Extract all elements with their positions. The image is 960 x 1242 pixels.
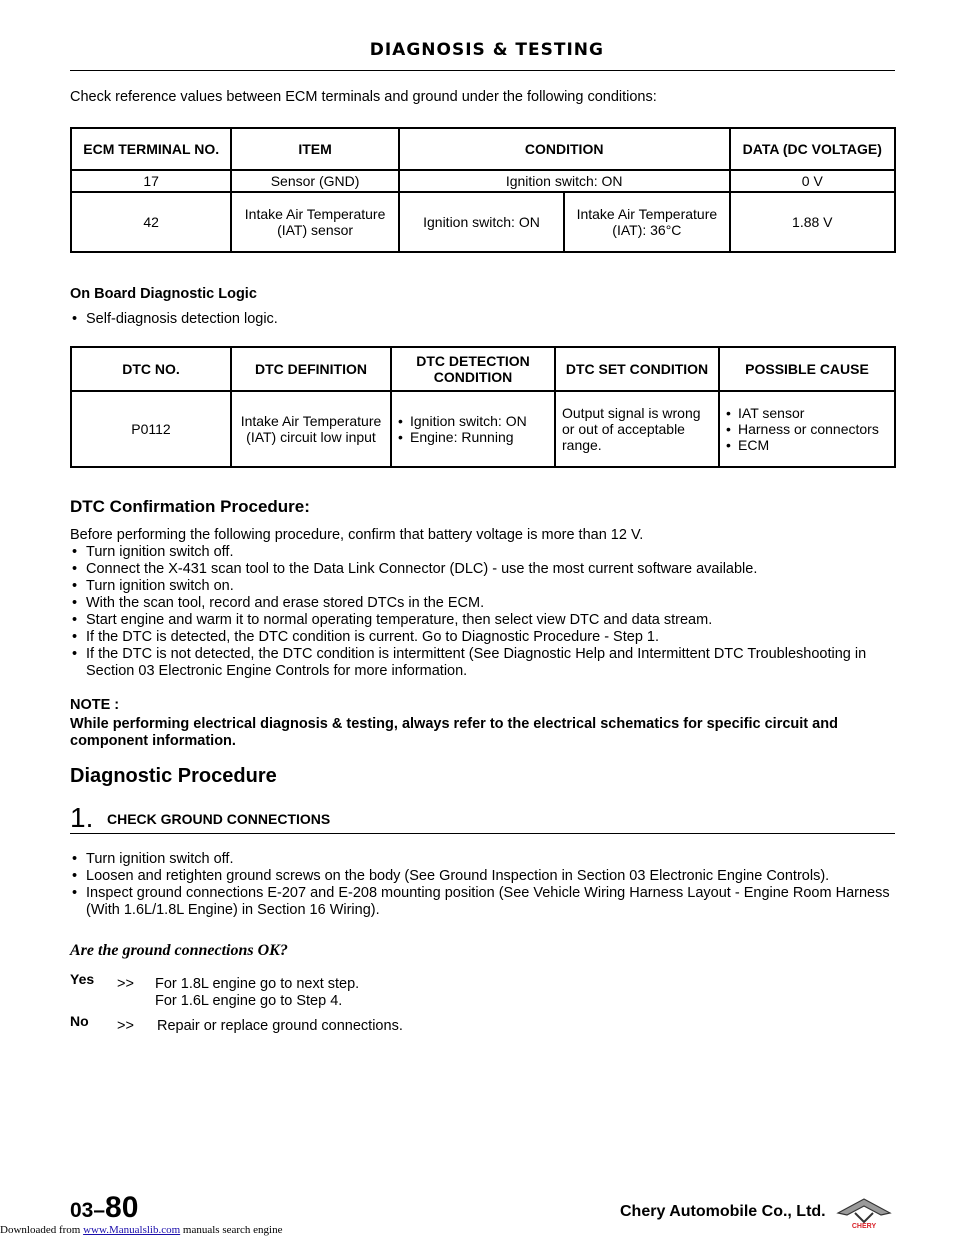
detection-item: • Ignition switch: ON	[398, 413, 548, 429]
step-rule	[70, 833, 895, 834]
col-header-possible-cause: POSSIBLE CAUSE	[719, 347, 895, 391]
list-item: • Turn ignition switch off.	[70, 544, 896, 561]
cell-data: 0 V	[730, 170, 895, 192]
no-text: Repair or replace ground connections.	[157, 1018, 403, 1034]
cell-terminal: 42	[71, 192, 231, 252]
cell-item: Sensor (GND)	[231, 170, 398, 192]
download-suffix: manuals search engine	[180, 1224, 283, 1236]
download-prefix: Downloaded from	[0, 1224, 84, 1236]
list-item: • If the DTC is not detected, the DTC condition is intermittent (See Diagnostic Help and Intermittent DTC Troubleshooting in Section 03 Electronic Engine Controls for more information.	[70, 646, 896, 680]
page-prefix: 03–	[70, 1199, 106, 1222]
manualslib-link[interactable]: www.Manualslib.com	[83, 1224, 181, 1236]
logo-text: CHERY	[851, 1223, 877, 1230]
company-name: Chery Automobile Co., Ltd.	[620, 1203, 826, 1220]
dtc-table	[70, 346, 896, 468]
cell-condition: Ignition switch: ON	[399, 170, 730, 192]
yes-line-1: For 1.8L engine go to next step.	[155, 976, 360, 992]
col-header-dtc-no: DTC NO.	[71, 347, 231, 391]
col-header-item: ITEM	[231, 128, 398, 170]
step-number: 1.	[70, 802, 94, 833]
page-header-title: DIAGNOSIS & TESTING	[369, 40, 604, 60]
list-item: • Start engine and warm it to normal operating temperature, then select view DTC and data stream.	[70, 612, 896, 629]
cell-item: Intake Air Temperature (IAT) sensor	[231, 192, 398, 252]
col-header-definition: DTC DEFINITION	[231, 347, 391, 391]
cause-item: • ECM	[726, 437, 888, 453]
cause-item: • IAT sensor	[726, 405, 888, 421]
page-number-value: 80	[105, 1191, 139, 1224]
list-item: • Turn ignition switch off.	[70, 851, 896, 868]
step-items	[70, 851, 896, 919]
note-label: NOTE :	[70, 697, 120, 713]
cell-detection	[391, 391, 555, 467]
list-item: • Inspect ground connections E-207 and E-208 mounting position (See Vehicle Wiring Harness Layout - Engine Room Harness (With 1.6L/1.8L Engine) in Section 16 Wiring).	[70, 885, 896, 919]
download-line	[0, 1224, 282, 1236]
confirmation-intro: Before performing the following procedure, confirm that battery voltage is more than 12 V.	[70, 527, 644, 543]
cell-set-condition: Output signal is wrong or out of acceptable range.	[555, 391, 719, 467]
no-label: No	[70, 1013, 89, 1029]
diagnostic-procedure-title: Diagnostic Procedure	[70, 765, 277, 787]
cell-terminal: 17	[71, 170, 231, 192]
confirmation-steps	[70, 544, 896, 680]
col-header-data: DATA (DC VOLTAGE)	[730, 128, 895, 170]
col-header-condition: CONDITION	[399, 128, 730, 170]
cell-data: 1.88 V	[730, 192, 895, 252]
table-row	[71, 170, 895, 192]
obd-bullet-text: Self-diagnosis detection logic.	[86, 311, 278, 327]
yes-label: Yes	[70, 971, 95, 987]
obd-title: On Board Diagnostic Logic	[70, 286, 257, 302]
question-text: Are the ground connections OK?	[70, 942, 288, 959]
table-row	[71, 192, 895, 252]
chery-logo	[833, 1196, 895, 1230]
list-item: • With the scan tool, record and erase stored DTCs in the ECM.	[70, 595, 896, 612]
col-header-detection: DTC DETECTION CONDITION	[391, 347, 555, 391]
cell-possible-cause	[719, 391, 895, 467]
cell-condition-b: Intake Air Temperature (IAT): 36°C	[564, 192, 729, 252]
yes-line-2: For 1.6L engine go to Step 4.	[155, 993, 343, 1009]
detection-item: • Engine: Running	[398, 429, 548, 445]
no-arrow: >>	[117, 1018, 134, 1034]
cause-item: • Harness or connectors	[726, 421, 888, 437]
list-item: • Loosen and retighten ground screws on the body (See Ground Inspection in Section 03 Electronic Engine Controls).	[70, 868, 896, 885]
col-header-set-condition: DTC SET CONDITION	[555, 347, 719, 391]
obd-bullet	[70, 311, 960, 328]
confirmation-title: DTC Confirmation Procedure:	[70, 497, 310, 516]
cell-definition: Intake Air Temperature (IAT) circuit low input	[231, 391, 391, 467]
col-header-terminal: ECM TERMINAL NO.	[71, 128, 231, 170]
ecm-reference-table	[70, 127, 896, 253]
list-item: • Turn ignition switch on.	[70, 578, 896, 595]
cell-condition-a: Ignition switch: ON	[399, 192, 564, 252]
step-title: CHECK GROUND CONNECTIONS	[107, 811, 331, 827]
intro-text: Check reference values between ECM terminals and ground under the following conditions:	[70, 89, 657, 105]
note-text: While performing electrical diagnosis & testing, always refer to the electrical schematics for specific circuit and component information.	[70, 716, 838, 749]
table-row	[71, 391, 895, 467]
list-item: • Connect the X-431 scan tool to the Data Link Connector (DLC) - use the most current software available.	[70, 561, 896, 578]
cell-dtc-no: P0112	[71, 391, 231, 467]
yes-arrow: >>	[117, 976, 134, 992]
header-rule	[70, 70, 895, 71]
list-item: • If the DTC is detected, the DTC condition is current. Go to Diagnostic Procedure - Step 1.	[70, 629, 896, 646]
